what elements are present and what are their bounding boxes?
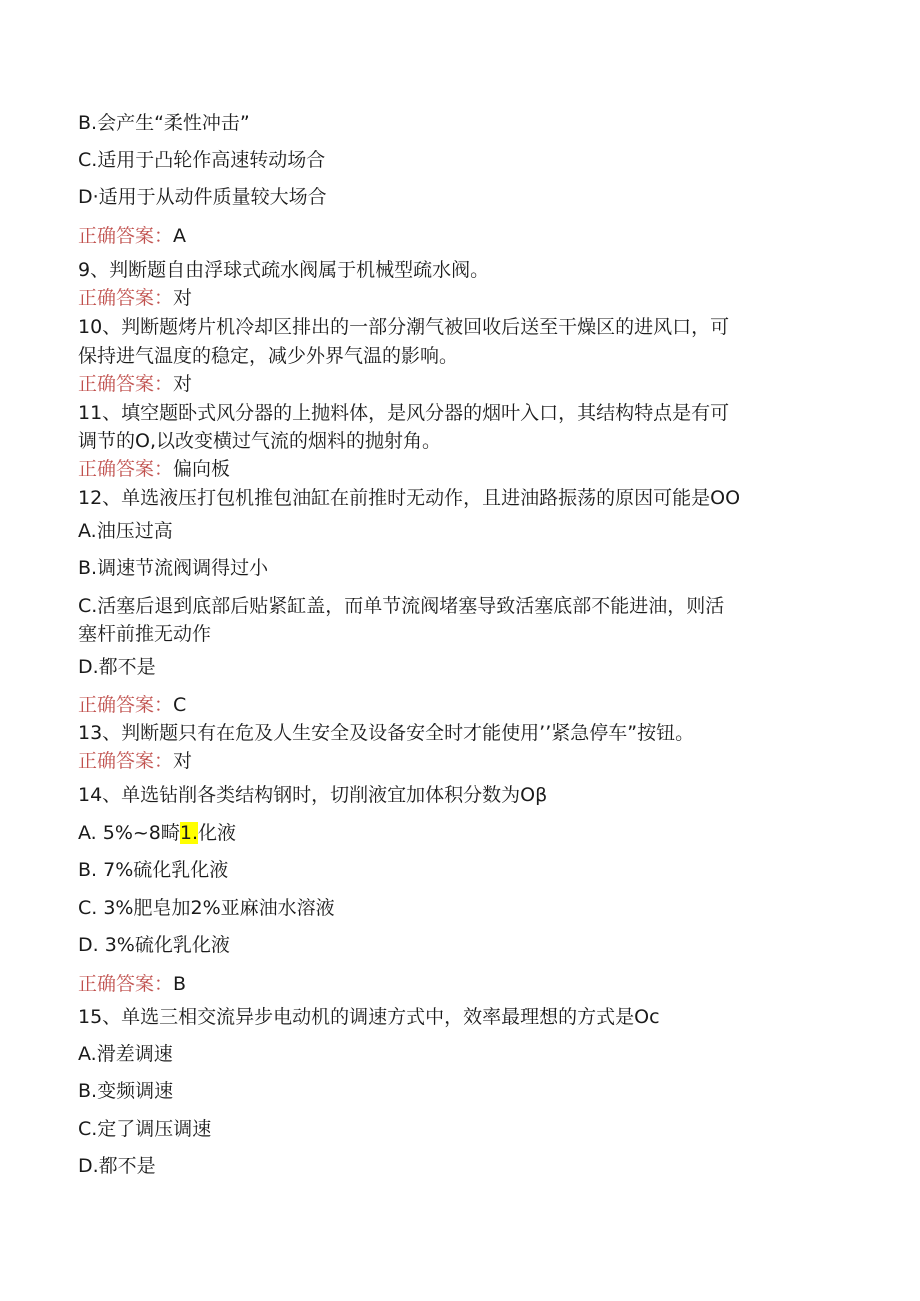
q8-option-d: D·适用于从动件质量较大场合	[78, 186, 327, 208]
q12-option-c-line-2: 塞杆前推无动作	[78, 623, 212, 645]
q14-answer	[78, 971, 186, 997]
q14-option-c: C. 3%肥皂加2%亚麻油水溶液	[78, 897, 335, 919]
answer-value: 偏向板	[173, 458, 231, 480]
answer-label: 正确答案：	[78, 225, 174, 247]
q14-question: 14、单选钻削各类结构钢时，切削液宜加体积分数为Oβ	[78, 784, 548, 806]
q11-answer	[78, 456, 230, 482]
q8-answer	[78, 223, 186, 249]
answer-label: 正确答案：	[78, 750, 174, 772]
q15-option-b: B.变频调速	[78, 1080, 174, 1102]
q9-question: 9、判断题自由浮球式疏水阀属于机械型疏水阀。	[78, 259, 490, 281]
q13-question: 13、判断题只有在危及人生安全及设备安全时才能使用’’紧急停车”按钮。	[78, 722, 695, 744]
q13-answer	[78, 748, 192, 774]
q15-option-c: C.定了调压调速	[78, 1118, 212, 1140]
q14-option-b: B. 7%硫化乳化液	[78, 859, 229, 881]
option-a-prefix: A. 5%~8畸	[78, 822, 180, 844]
answer-value: 对	[173, 287, 193, 309]
q8-option-b: B.会产生“柔性冲击”	[78, 112, 250, 134]
answer-value: 对	[173, 373, 193, 395]
answer-label: 正确答案：	[78, 694, 174, 716]
q12-option-d: D.都不是	[78, 656, 156, 678]
q10-question-line-2: 保持进气温度的稳定，减少外界气温的影响。	[78, 345, 459, 367]
answer-value: C	[173, 694, 187, 716]
answer-label: 正确答案：	[78, 458, 174, 480]
option-a-suffix: 化液	[198, 822, 237, 844]
answer-label: 正确答案：	[78, 373, 174, 395]
q12-question: 12、单选液压打包机推包油缸在前推时无动作，且进油路振荡的原因可能是OO	[78, 487, 741, 509]
q12-option-b: B.调速节流阀调得过小	[78, 557, 269, 579]
q11-question-line-2: 调节的O,以改变横过气流的烟料的抛射角。	[78, 430, 441, 452]
q15-option-a: A.滑差调速	[78, 1043, 173, 1065]
q12-option-a: A.油压过高	[78, 520, 173, 542]
q9-answer	[78, 285, 192, 311]
q14-option-d: D. 3%硫化乳化液	[78, 934, 230, 956]
q15-question: 15、单选三相交流异步电动机的调速方式中，效率最理想的方式是Oc	[78, 1006, 660, 1028]
answer-value: A	[173, 225, 187, 247]
q12-option-c-line-1: C.活塞后退到底部后贴紧缸盖，而单节流阀堵塞导致活塞底部不能进油，则活	[78, 595, 725, 617]
answer-value: B	[173, 973, 187, 995]
answer-label: 正确答案：	[78, 287, 174, 309]
q10-question-line-1: 10、判断题烤片机冷却区排出的一部分潮气被回收后送至干燥区的进风口，可	[78, 316, 730, 338]
q15-option-d: D.都不是	[78, 1155, 156, 1177]
q12-answer	[78, 692, 186, 718]
q8-option-c: C.适用于凸轮作高速转动场合	[78, 149, 326, 171]
q10-answer	[78, 371, 192, 397]
answer-label: 正确答案：	[78, 973, 174, 995]
q14-option-a	[78, 820, 236, 846]
q11-question-line-1: 11、填空题卧式风分器的上抛料体，是风分器的烟叶入口，其结构特点是有可	[78, 402, 730, 424]
answer-value: 对	[173, 750, 193, 772]
highlighted-text: 1.	[179, 822, 199, 844]
